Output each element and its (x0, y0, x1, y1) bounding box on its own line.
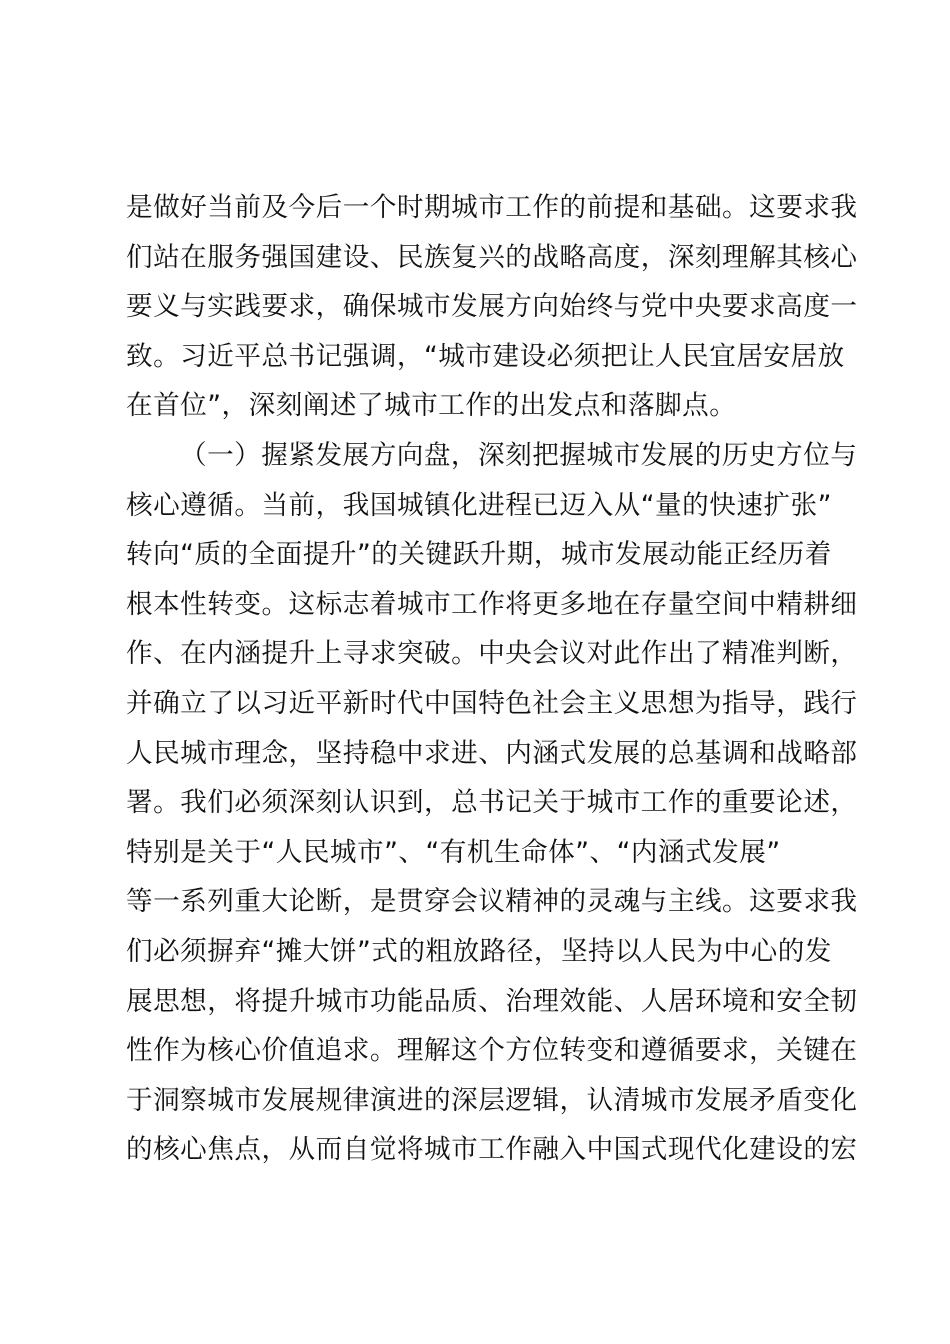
text-line: 们站在服务强国建设、民族复兴的战略高度，深刻理解其核心 (126, 241, 858, 273)
text-line: 署。我们必须深刻认识到，总书记关于城市工作的重要论述， (126, 787, 858, 819)
text-line: 人民城市理念，坚持稳中求进、内涵式发展的总基调和战略部 (126, 737, 858, 769)
text-line: 们必须摒弃“摊大饼”式的粗放路径，坚持以人民为中心的发 (126, 935, 832, 967)
text-line: 的核心焦点，从而自觉将城市工作融入中国式现代化建设的宏 (126, 1134, 858, 1166)
body-text (126, 183, 858, 1175)
text-line: 转向“质的全面提升”的关键跃升期，城市发展动能正经历着 (126, 539, 832, 571)
text-line: 展思想，将提升城市功能品质、治理效能、人居环境和安全韧 (126, 985, 858, 1017)
text-line: 特别是关于“人民城市”、“有机生命体”、“内涵式发展” (126, 836, 781, 868)
text-line: 是做好当前及今后一个时期城市工作的前提和基础。这要求我 (126, 192, 858, 223)
text-line: 等一系列重大论断，是贯穿会议精神的灵魂与主线。这要求我 (126, 886, 858, 918)
text-line: 核心遵循。当前，我国城镇化进程已迈入从“量的快速扩张” (126, 489, 832, 521)
text-line: 致。习近平总书记强调，“城市建设必须把让人民宜居安居放 (126, 340, 845, 372)
text-line: 作、在内涵提升上寻求突破。中央会议对此作出了精准判断， (126, 638, 858, 670)
text-line: 性作为核心价值追求。理解这个方位转变和遵循要求，关键在 (126, 1035, 858, 1067)
text-line: 于洞察城市发展规律演进的深层逻辑，认清城市发展矛盾变化 (126, 1084, 858, 1116)
text-line: 根本性转变。这标志着城市工作将更多地在存量空间中精耕细 (126, 588, 858, 620)
section-heading-line: （一）握紧发展方向盘，深刻把握城市发展的历史方位与 (180, 439, 858, 471)
text-line: 并确立了以习近平新时代中国特色社会主义思想为指导，践行 (126, 687, 858, 719)
text-line: 在首位”，深刻阐述了城市工作的出发点和落脚点。 (126, 390, 737, 422)
text-line: 要义与实践要求，确保城市发展方向始终与党中央要求高度一 (126, 291, 858, 323)
